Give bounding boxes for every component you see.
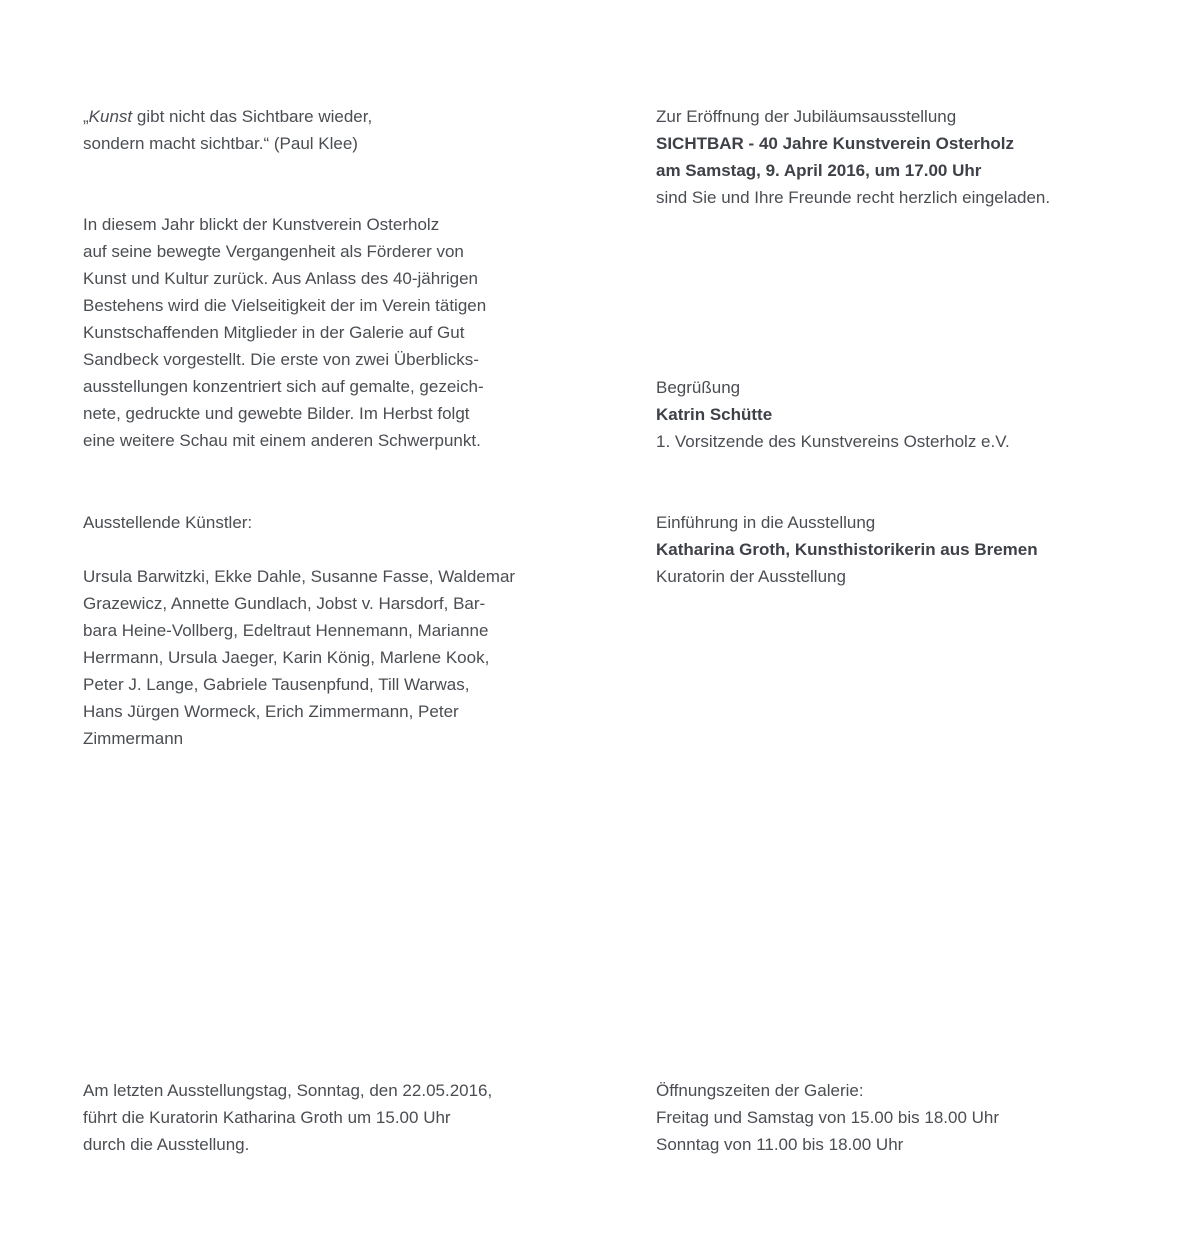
intro-line: Sandbeck vorgestellt. Die erste von zwei Überblicks- [83,350,479,369]
hours-heading: Öffnungszeiten der Galerie: [656,1081,864,1100]
invitation-closing: sind Sie und Ihre Freunde recht herzlich eingeladen. [656,188,1051,207]
klee-quote [83,103,372,157]
invitation-intro: Zur Eröffnung der Jubiläumsausstellung [656,107,957,126]
intro-line: Bestehens wird die Vielseitigkeit der im Verein tätigen [83,296,487,315]
artists-list [83,563,515,752]
opening-hours [656,1077,999,1158]
intro-line: Kunst und Kultur zurück. Aus Anlass des 40-jährigen [83,269,479,288]
quote-italic-word: Kunst [88,107,133,126]
opening-invitation [656,103,1050,211]
tour-line: durch die Ausstellung. [83,1135,250,1154]
tour-line: Am letzten Ausstellungstag, Sonntag, den 22.05.2016, [83,1081,493,1100]
greeting-speaker: Katrin Schütte [656,405,773,424]
intro-line: auf seine bewegte Vergangenheit als Förderer von [83,242,464,261]
artists-heading [83,509,252,536]
guided-tour-note [83,1077,492,1158]
intro-line: Kunstschaffenden Mitglieder in der Galerie auf Gut [83,323,465,342]
greeting-section [656,374,1010,455]
artists-line: Peter J. Lange, Gabriele Tausenpfund, Till Warwas, [83,675,470,694]
introduction-section [656,509,1038,590]
artists-line: Ursula Barwitzki, Ekke Dahle, Susanne Fasse, Waldemar [83,567,516,586]
intro-line: nete, gedruckte und gewebte Bilder. Im Herbst folgt [83,404,470,423]
introduction-label: Einführung in die Ausstellung [656,513,876,532]
intro-line: eine weitere Schau mit einem anderen Schwerpunkt. [83,431,481,450]
hours-weekday: Freitag und Samstag von 15.00 bis 18.00 Uhr [656,1108,1000,1127]
hours-sunday: Sonntag von 11.00 bis 18.00 Uhr [656,1135,904,1154]
greeting-label: Begrüßung [656,378,741,397]
artists-line: Grazewicz, Annette Gundlach, Jobst v. Harsdorf, Bar- [83,594,486,613]
quote-line-1-rest: gibt nicht das Sichtbare wieder, [132,107,373,126]
artists-line: Zimmermann [83,729,184,748]
greeting-role: 1. Vorsitzende des Kunstvereins Osterholz e.V. [656,432,1010,451]
intro-paragraph [83,211,486,454]
intro-line: ausstellungen konzentriert sich auf gemalte, gezeich- [83,377,484,396]
artists-line: Herrmann, Ursula Jaeger, Karin König, Marlene Kook, [83,648,490,667]
introduction-role: Kuratorin der Ausstellung [656,567,846,586]
artists-line: Hans Jürgen Wormeck, Erich Zimmermann, Peter [83,702,459,721]
exhibition-title: SICHTBAR - 40 Jahre Kunstverein Osterholz [656,134,1015,153]
artists-heading-text: Ausstellende Künstler: [83,513,253,532]
introduction-speaker: Katharina Groth, Kunsthistorikerin aus Bremen [656,540,1038,559]
quote-line-2: sondern macht sichtbar.“ (Paul Klee) [83,134,358,153]
artists-line: bara Heine-Vollberg, Edeltraut Hennemann, Marianne [83,621,489,640]
quote-open-mark: „ [83,107,89,126]
quote-line-1 [83,103,372,130]
intro-line: In diesem Jahr blickt der Kunstverein Osterholz [83,215,440,234]
tour-line: führt die Kuratorin Katharina Groth um 15.00 Uhr [83,1108,451,1127]
opening-date: am Samstag, 9. April 2016, um 17.00 Uhr [656,161,982,180]
